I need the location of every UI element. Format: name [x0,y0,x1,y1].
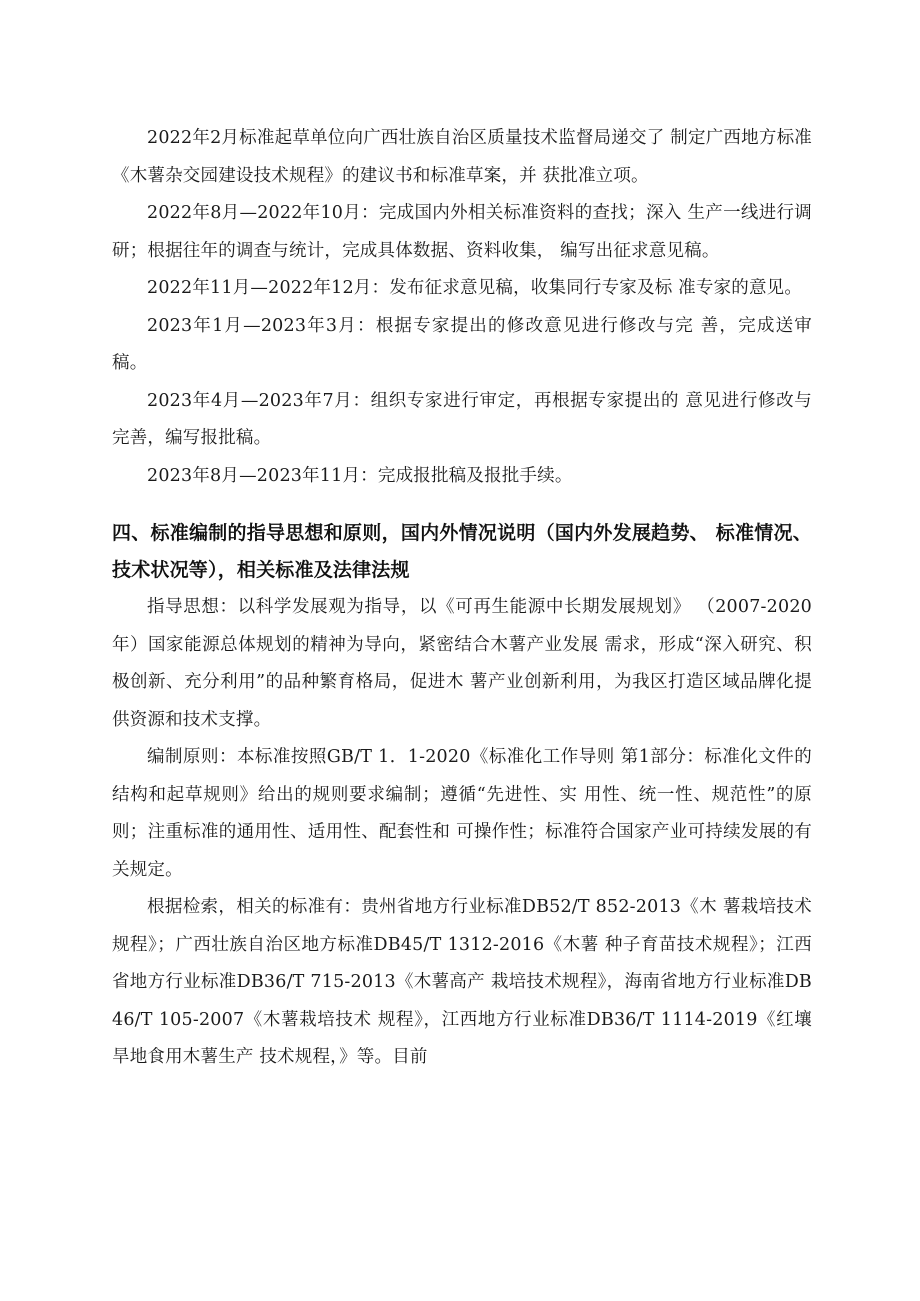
section-heading-guiding-principles: 四、标准编制的指导思想和原则，国内外情况说明（国内外发展趋势、 标准情况、技术状况等），相关标准及法律法规 [112,522,812,581]
paragraph-schedule-aug-oct-2022: 2022年8月—2022年10月：完成国内外相关标准资料的查找；深入 生产一线进行调研；根据往年的调查与统计，完成具体数据、资料收集， 编写出征求意见稿。 [112,203,812,261]
paragraph-schedule-apr-jul-2023: 2023年4月—2023年7月：组织专家进行审定，再根据专家提出的 意见进行修改与完善，编写报批稿。 [112,390,812,448]
paragraph-schedule-aug-nov-2023: 2023年8月—2023年11月：完成报批稿及报批手续。 [147,465,573,486]
paragraph-related-standards: 根据检索，相关的标准有：贵州省地方行业标准DB52/T 852-2013《木 薯栽培技术规程》；广西壮族自治区地方标准DB45/T 1312-2016《木薯 种子育苗技术规程》；江西省地方行业标准DB36/T 715-2013《木薯高产 栽培技术规程》，海南省地方行业标准DB46/T 105-2007《木薯栽培技术 规程》，江西地方行业标准DB36/T 1114-2019《红壤旱地食用木薯生产 技术规程，》等。目前 [112,897,812,1067]
paragraph-schedule-jan-mar-2023: 2023年1月—2023年3月：根据专家提出的修改意见进行修改与完 善，完成送审稿。 [112,315,812,373]
paragraph-schedule-nov-dec-2022: 2022年11月—2022年12月：发布征求意见稿，收集同行专家及标 准专家的意见。 [147,278,803,298]
paragraph-drafting-principles: 编制原则：本标准按照GB/T 1．1-2020《标准化工作导则 第1部分：标准化文件的结构和起草规则》给出的规则要求编制；遵循“先进性、实 用性、统一性、规范性”的原则；注重标准的通用性、适用性、配套性和 可操作性；标准符合国家产业可持续发展的有关规定。 [112,747,812,880]
document-body [112,120,812,1077]
paragraph-guiding-thought: 指导思想：以科学发展观为指导，以《可再生能源中长期发展规划》 （2007-2020年）国家能源总体规划的精神为导向，紧密结合木薯产业发展 需求，形成“深入研究、积极创新、充分利用”的品种繁育格局，促进木 薯产业创新利用，为我区打造区域品牌化提供资源和技术支撑。 [112,597,812,730]
paragraph-project-approval: 2022年2月标准起草单位向广西壮族自治区质量技术监督局递交了 制定广西地方标准《木薯杂交园建设技术规程》的建议书和标准草案，并 获批准立项。 [112,128,812,186]
